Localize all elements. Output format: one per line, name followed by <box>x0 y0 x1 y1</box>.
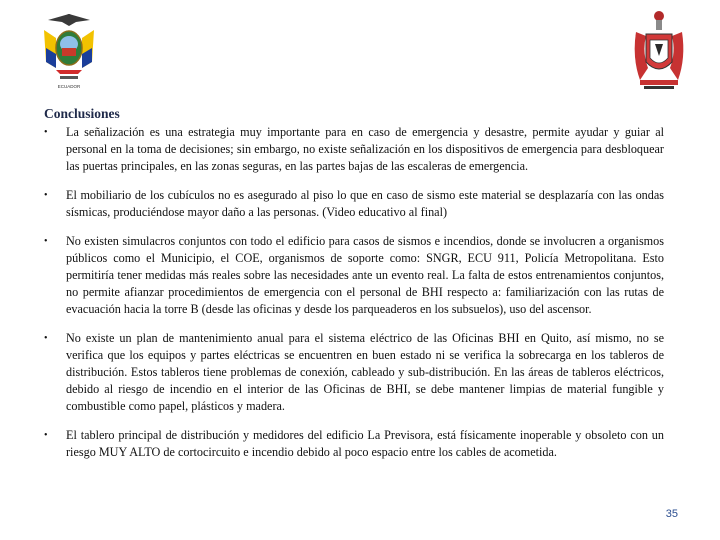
list-item <box>44 330 664 415</box>
bullet-icon: • <box>44 236 48 247</box>
list-item-text: El tablero principal de distribución y medidores del edificio La Previsora, está físicamente inoperable y obsoleto con un riesgo MUY ALTO de cortocircuito e incendio debido al poco espacio entre los cables de acometida. <box>66 428 664 459</box>
municipal-coat-of-arms-logo <box>630 8 688 92</box>
page-number: 35 <box>665 508 678 520</box>
conclusions-list <box>44 124 664 473</box>
list-item <box>44 427 664 461</box>
list-item <box>44 187 664 221</box>
logo-caption: ECUADOR <box>57 84 81 89</box>
list-item <box>44 233 664 318</box>
list-item-text: No existen simulacros conjuntos con todo el edificio para casos de sismos e incendios, donde se involucren a organismos públicos como el Municipio, el COE, organismos de soporte como: SNGR, ECU 911, Policía Metropolitana. Esto permitiría tener medidas más reales sobre las necesidades ante un evento real. La falta de estos entrenamientos conjuntos, no permite afianzar procedimientos de emergencia con el personal de BHI respecto a: familiarización con las rutas de evacuación hacia la torre B (desde las oficinas y desde los parqueaderos en los subsuelos), uso del ascensor. <box>66 234 664 316</box>
bullet-icon: • <box>44 190 48 201</box>
bullet-icon: • <box>44 333 48 344</box>
list-item-text: No existe un plan de mantenimiento anual para el sistema eléctrico de las Oficinas BHI en Quito, así mismo, no se verifica que los equipos y partes eléctricas se encuentren en buen estado ni se verifica la sobrecarga en los tableros de distribución. Estos tableros tiene problemas de conexión, cableado y sub-distribución. En las áreas de tableros eléctricos, debido al riesgo de incendio en el interior de las Oficinas de BHI, se debe mantener limpias de material fungible y combustible como papel, plásticos y madera. <box>66 331 664 413</box>
section-title: Conclusiones <box>44 106 120 121</box>
list-item <box>44 124 664 175</box>
bullet-icon: • <box>44 127 48 138</box>
list-item-text: El mobiliario de los cubículos no es asegurado al piso lo que en caso de sismo este material se desplazaría con las ondas sísmicas, produciéndose mayor daño a las personas. (Video educativo al final) <box>66 188 664 219</box>
bullet-icon: • <box>44 430 48 441</box>
ecuador-coat-of-arms-logo <box>34 8 104 92</box>
list-item-text: La señalización es una estrategia muy importante para en caso de emergencia y desastre, permite ayudar y guiar al personal en la toma de decisiones; sin embargo, no existe señalización en los dispositivos de emergencia para desbloquear las puertas principales, en las zonas seguras, en las partes bajas de las escaleras de emergencia. <box>66 125 664 173</box>
